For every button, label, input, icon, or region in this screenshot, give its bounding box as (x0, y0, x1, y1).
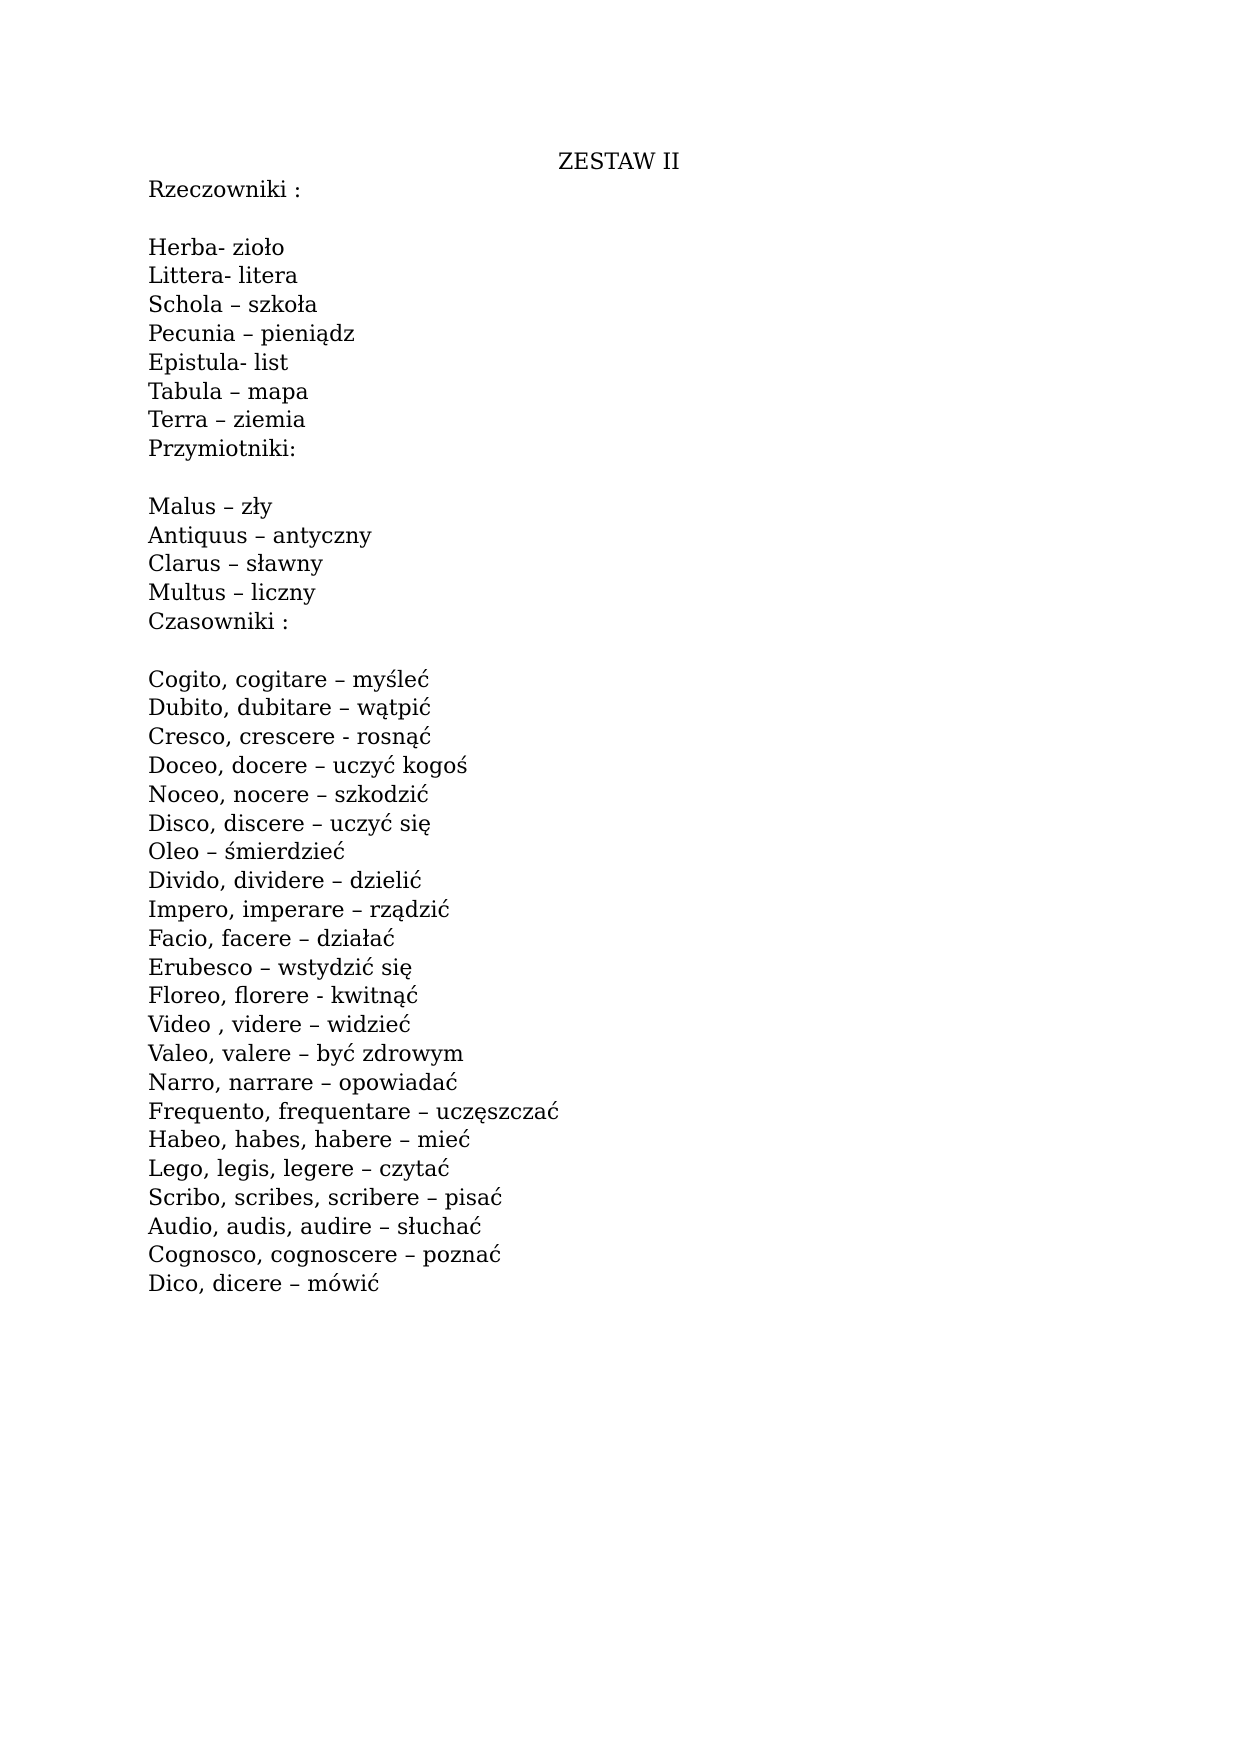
list-item: Multus – liczny (148, 581, 316, 607)
list-item: Impero, imperare – rządzić (148, 897, 450, 923)
list-item: Video , videre – widzieć (148, 1013, 411, 1039)
list-item: Noceo, nocere – szkodzić (148, 782, 429, 808)
list-item: Cognosco, cognoscere – poznać (148, 1243, 502, 1269)
list-item: Audio, audis, audire – słuchać (148, 1214, 482, 1240)
list-item: Divido, dividere – dzielić (148, 869, 422, 895)
section-verbs (148, 609, 559, 1300)
section-nouns (148, 177, 559, 436)
verb-list (148, 667, 559, 1301)
list-item: Oleo – śmierdzieć (148, 840, 346, 866)
list-item: Erubesco – wstydzić się (148, 955, 413, 981)
list-item: Epistula- list (148, 350, 289, 376)
list-item: Disco, discere – uczyć się (148, 811, 431, 837)
section-adjectives (148, 436, 559, 609)
list-item: Frequento, frequentare – uczęszczać (148, 1099, 560, 1125)
list-item: Clarus – sławny (148, 552, 323, 578)
list-item: Terra – ziemia (148, 408, 306, 434)
document-title: ZESTAW II (558, 150, 680, 175)
list-item: Herba- zioło (148, 235, 285, 261)
list-item: Schola – szkoła (148, 293, 318, 319)
list-item: Cresco, crescere - rosnąć (148, 725, 432, 751)
list-item: Antiquus – antyczny (148, 523, 372, 549)
list-item: Dico, dicere – mówić (148, 1272, 380, 1298)
list-item: Tabula – mapa (148, 379, 309, 405)
list-item: Pecunia – pieniądz (148, 321, 355, 347)
list-item: Doceo, docere – uczyć kogoś (148, 753, 468, 779)
document-content (148, 177, 559, 1300)
section-heading-nouns: Rzeczowniki : (148, 178, 302, 203)
section-heading-verbs: Czasowniki : (148, 609, 289, 635)
list-item: Lego, legis, legere – czytać (148, 1157, 450, 1183)
list-item: Littera- litera (148, 264, 298, 290)
adjective-list (148, 494, 559, 609)
list-item: Floreo, florere - kwitnąć (148, 984, 419, 1010)
noun-list (148, 235, 559, 437)
list-item: Scribo, scribes, scribere – pisać (148, 1185, 503, 1211)
list-item: Facio, facere – działać (148, 926, 395, 952)
list-item: Habeo, habes, habere – mieć (148, 1128, 471, 1154)
section-heading-adjectives: Przymiotniki: (148, 437, 297, 463)
list-item: Malus – zły (148, 494, 273, 520)
list-item: Cogito, cogitare – myśleć (148, 667, 430, 693)
list-item: Dubito, dubitare – wątpić (148, 696, 432, 722)
list-item: Valeo, valere – być zdrowym (148, 1041, 464, 1067)
list-item: Narro, narrare – opowiadać (148, 1070, 458, 1096)
